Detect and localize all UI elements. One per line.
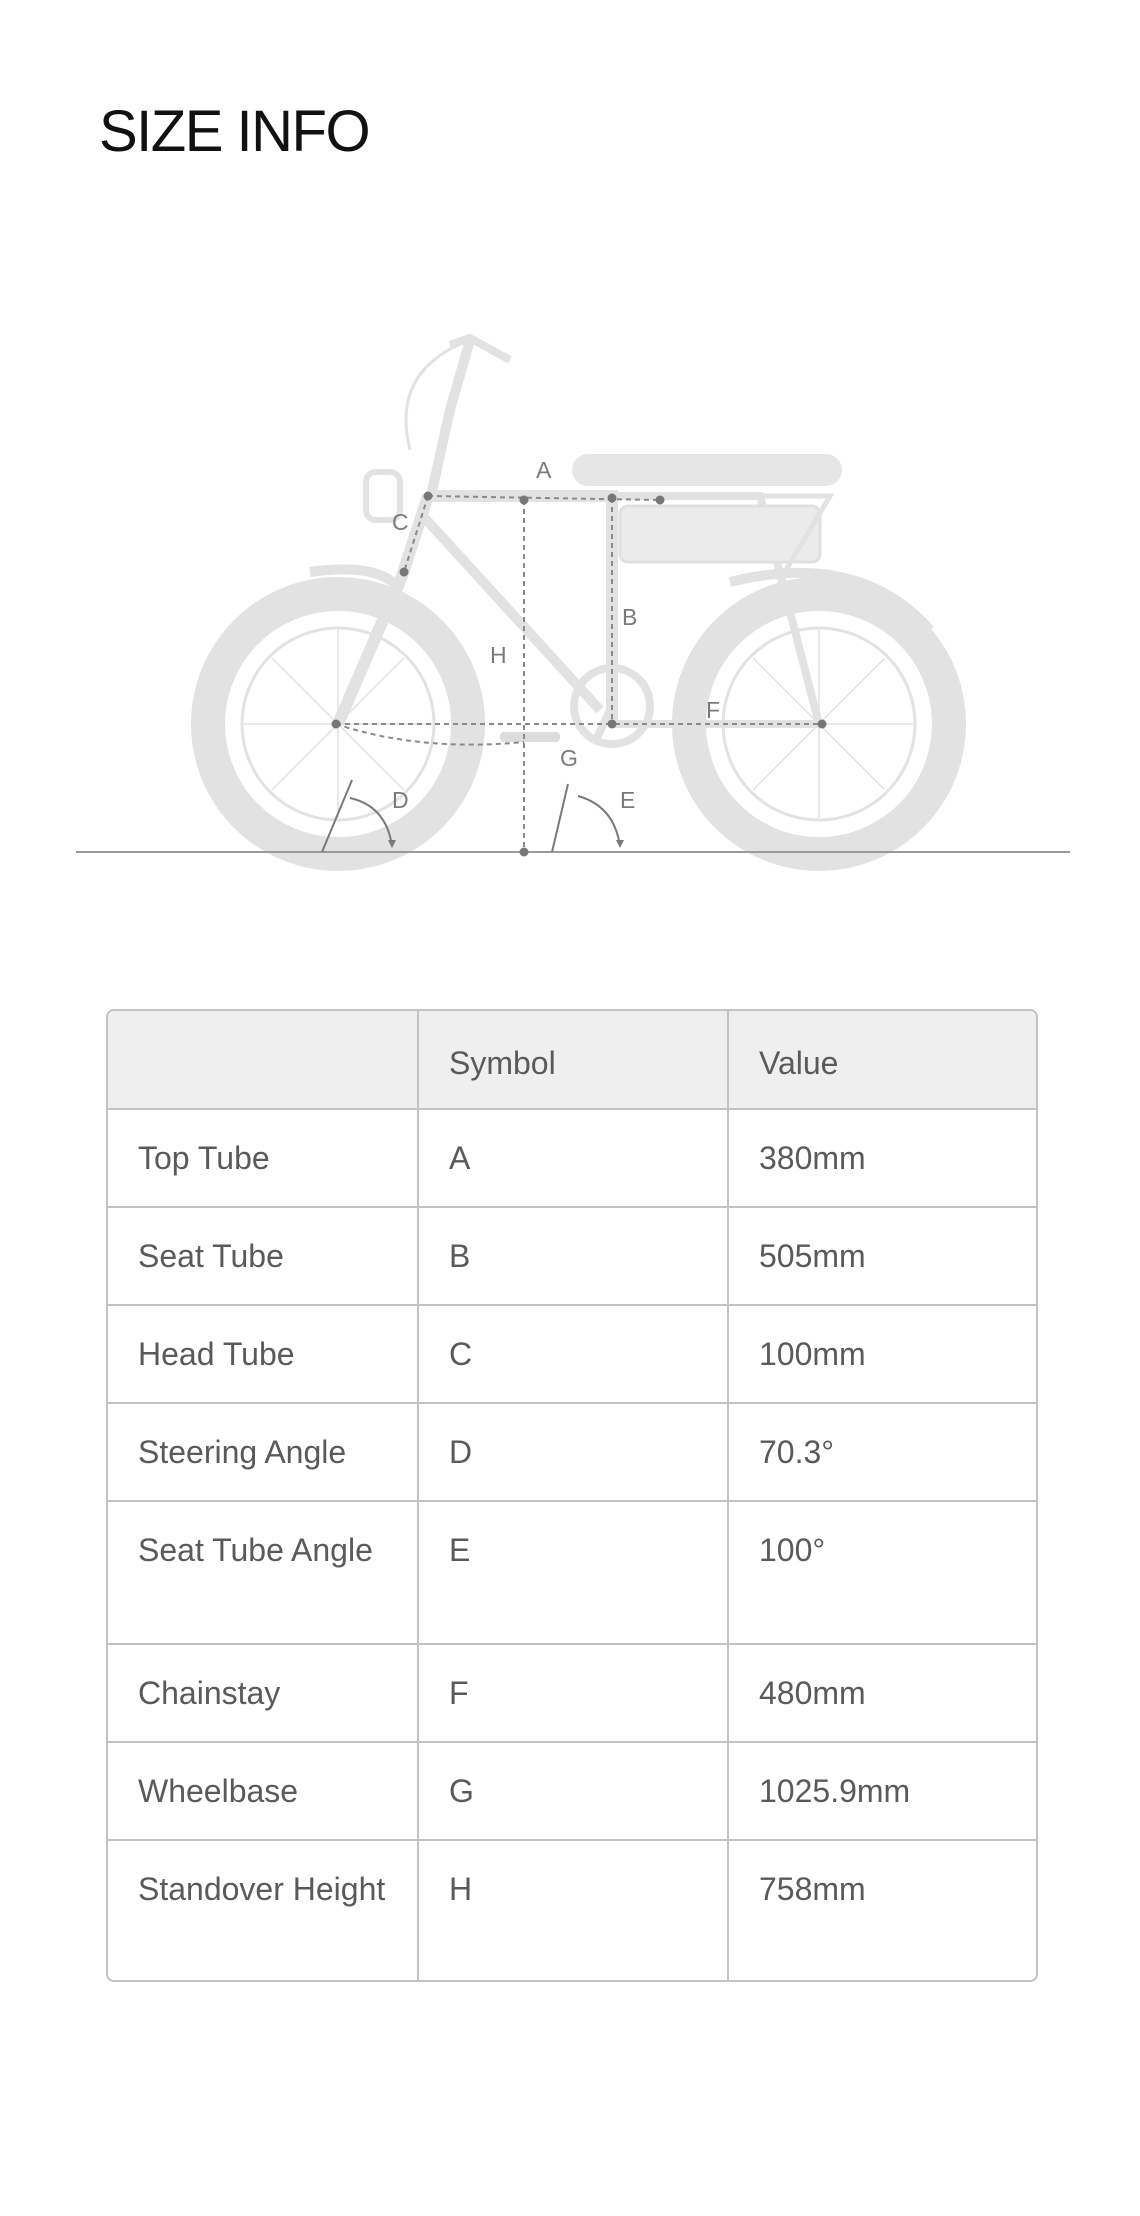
row-value: 70.3° bbox=[728, 1403, 1036, 1501]
table-row bbox=[108, 1207, 1036, 1305]
table-header-row bbox=[108, 1011, 1036, 1109]
table-row bbox=[108, 1109, 1036, 1207]
table-row bbox=[108, 1403, 1036, 1501]
row-value: 758mm bbox=[759, 1871, 866, 1907]
header-part bbox=[108, 1011, 418, 1109]
row-name: Wheelbase bbox=[108, 1742, 418, 1840]
table-row bbox=[108, 1501, 1036, 1644]
row-symbol: C bbox=[418, 1305, 728, 1403]
row-name: Head Tube bbox=[108, 1305, 418, 1403]
label-b: B bbox=[622, 604, 638, 630]
label-h: H bbox=[490, 642, 507, 668]
row-value: 1025.9mm bbox=[728, 1742, 1036, 1840]
table-row bbox=[108, 1644, 1036, 1742]
row-value: 480mm bbox=[728, 1644, 1036, 1742]
row-symbol: A bbox=[418, 1109, 728, 1207]
row-value: 100mm bbox=[728, 1305, 1036, 1403]
row-value: 100° bbox=[728, 1501, 1036, 1644]
row-name: Seat Tube bbox=[108, 1207, 418, 1305]
row-name: Top Tube bbox=[108, 1109, 418, 1207]
label-e: E bbox=[620, 787, 636, 813]
label-f: F bbox=[706, 697, 721, 723]
row-value: 380mm bbox=[728, 1109, 1036, 1207]
label-a: A bbox=[536, 457, 552, 483]
row-symbol: H bbox=[418, 1840, 728, 1980]
row-symbol: D bbox=[418, 1403, 728, 1501]
label-d: D bbox=[392, 787, 409, 813]
row-symbol: G bbox=[418, 1742, 728, 1840]
table-row bbox=[108, 1840, 1036, 1980]
bike-silhouette bbox=[208, 338, 949, 854]
row-symbol: F bbox=[418, 1644, 728, 1742]
table-row bbox=[108, 1305, 1036, 1403]
row-name: Steering Angle bbox=[108, 1403, 418, 1501]
bike-geometry-diagram bbox=[0, 300, 1140, 880]
row-symbol: E bbox=[418, 1501, 728, 1644]
row-name: Standover Height bbox=[108, 1840, 418, 1980]
label-g: G bbox=[560, 745, 578, 771]
size-table bbox=[106, 1009, 1038, 1982]
label-c: C bbox=[392, 509, 409, 535]
header-symbol: Symbol bbox=[418, 1011, 728, 1109]
row-name: Seat Tube Angle bbox=[108, 1501, 418, 1644]
table-row bbox=[108, 1742, 1036, 1840]
header-value: Value bbox=[728, 1011, 1036, 1109]
row-symbol: B bbox=[418, 1207, 728, 1305]
row-name: Chainstay bbox=[108, 1644, 418, 1742]
page-title: SIZE INFO bbox=[99, 99, 370, 164]
row-value: 505mm bbox=[728, 1207, 1036, 1305]
